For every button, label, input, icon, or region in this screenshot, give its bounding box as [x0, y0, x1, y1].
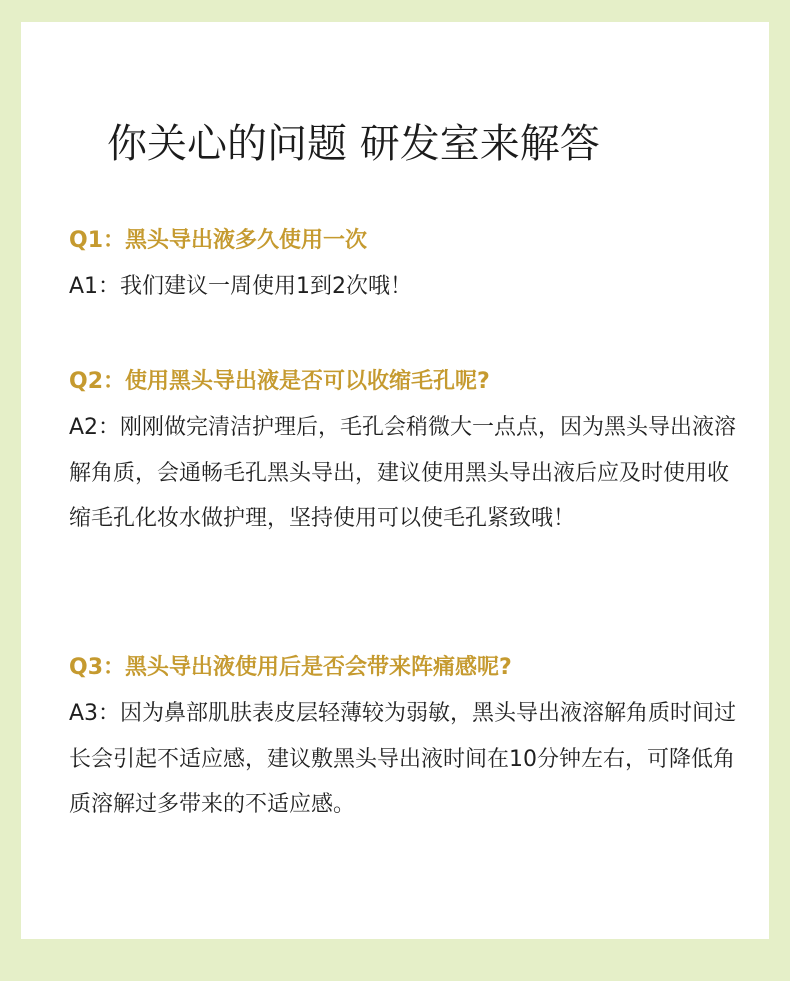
faq-question-3: Q3：黑头导出液使用后是否会带来阵痛感呢?: [69, 655, 512, 680]
content-card: [21, 22, 769, 939]
faq-item-2: [69, 359, 745, 542]
faq-answer-3: A3：因为鼻部肌肤表皮层轻薄较为弱敏，黑头导出液溶解角质时间过长会引起不适应感，建议敷黑头导出液时间在10分钟左右，可降低角质溶解过多带来的不适应感。: [69, 701, 737, 817]
faq-answer-1: A1：我们建议一周使用1到2次哦！: [69, 274, 413, 299]
page-title: 你关心的问题 研发室来解答: [107, 121, 600, 167]
faq-answer-2: A2：刚刚做完清洁护理后，毛孔会稍微大一点点，因为黑头导出液溶解角质，会通畅毛孔黑头导出，建议使用黑头导出液后应及时使用收缩毛孔化妆水做护理，坚持使用可以使毛孔紧致哦！: [69, 415, 737, 531]
faq-question-1: Q1：黑头导出液多久使用一次: [69, 228, 368, 253]
faq-item-1: [69, 218, 745, 310]
faq-item-3: [69, 645, 745, 828]
faq-question-2: Q2：使用黑头导出液是否可以收缩毛孔呢?: [69, 369, 490, 394]
